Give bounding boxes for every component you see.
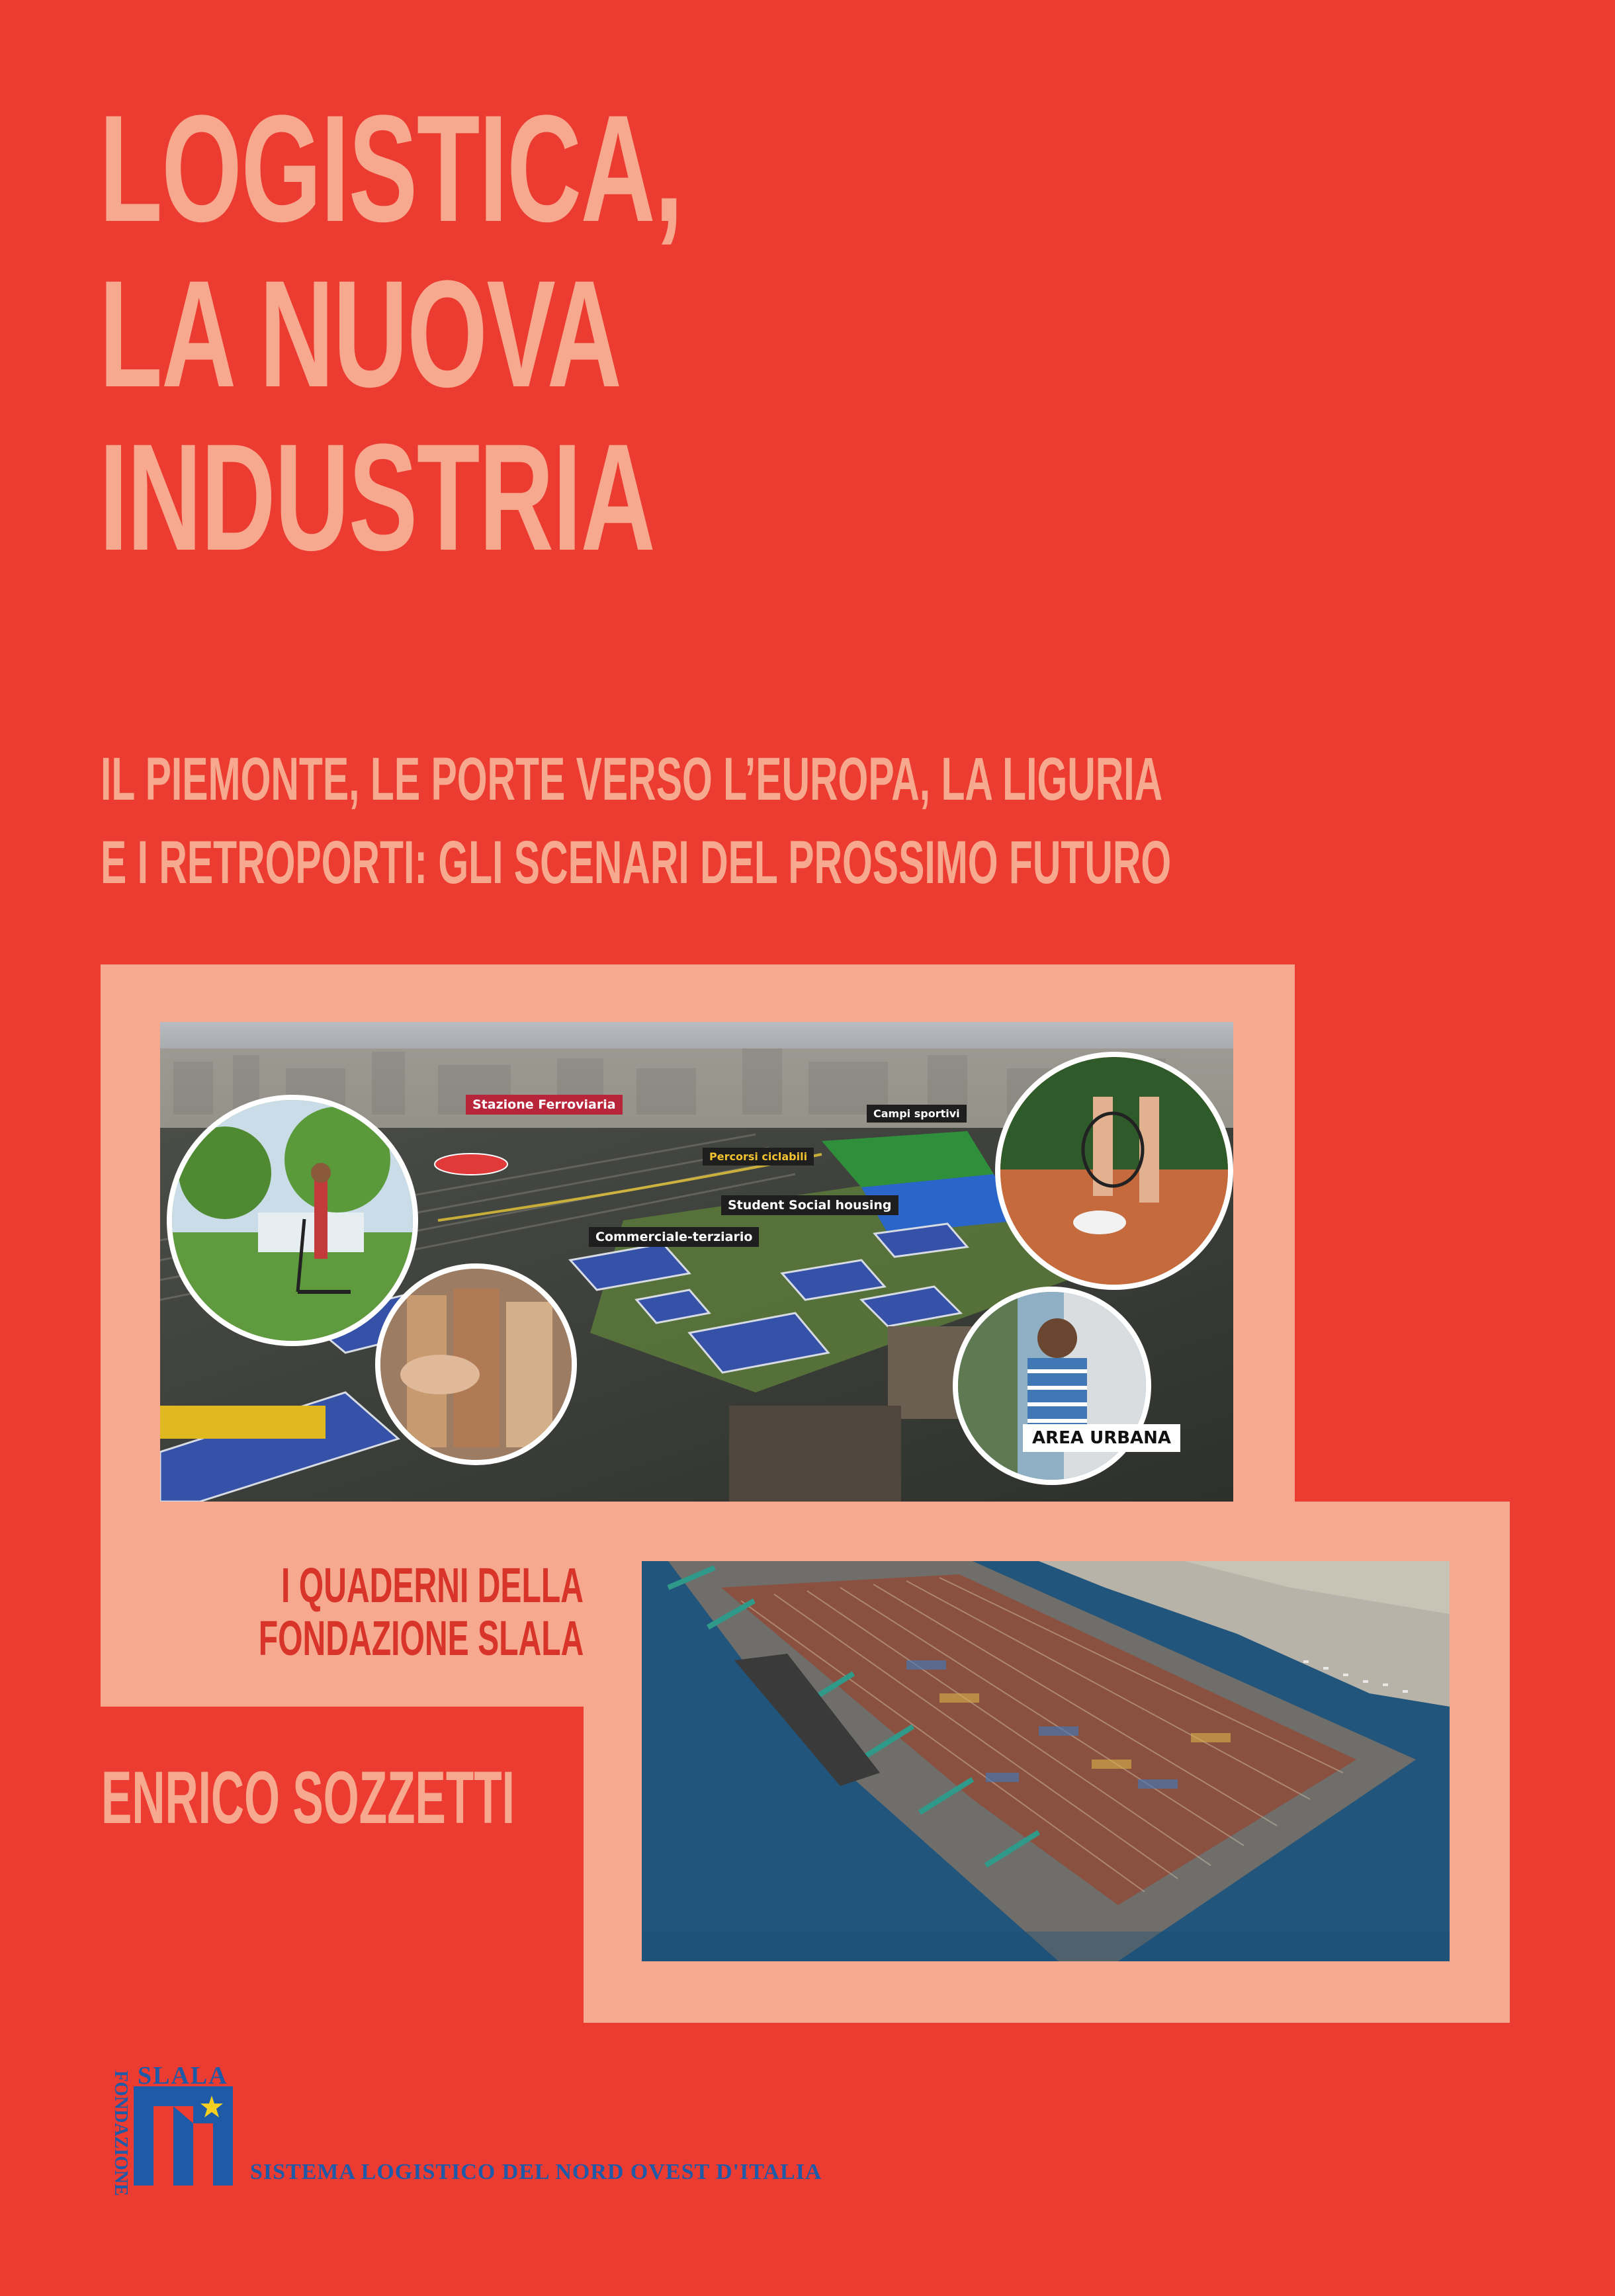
- urban-aerial-photo: [160, 1022, 1233, 1502]
- subtitle-line-2: E I RETROPORTI: GLI SCENARI DEL PROSSIMO FUTURO: [101, 829, 1172, 896]
- label-area-urbana: AREA URBANA: [1023, 1424, 1180, 1452]
- slala-logo: [106, 2062, 238, 2196]
- logo-vertical-text: FONDAZIONE: [110, 2070, 131, 2196]
- scooter-photo-circle: [167, 1095, 418, 1346]
- logo-tagline: SISTEMA LOGISTICO DEL NORD OVEST D'ITALIA: [250, 2160, 822, 2184]
- port-aerial-photo: [642, 1561, 1450, 1961]
- series-line-1: I QUADERNI DELLA: [281, 1558, 584, 1613]
- subtitle-line-1: IL PIEMONTE, LE PORTE VERSO L’EUROPA, LA LIGURIA: [101, 745, 1163, 813]
- person-photo-circle: [953, 1287, 1151, 1485]
- label-campi-sportivi: Campi sportivi: [867, 1105, 967, 1123]
- series-line-2: FONDAZIONE SLALA: [258, 1611, 584, 1666]
- label-commerciale-terziario: Commerciale-terziario: [589, 1227, 759, 1247]
- label-percorsi-ciclabili: Percorsi ciclabili: [703, 1148, 814, 1166]
- label-stazione-ferroviaria: Stazione Ferroviaria: [466, 1095, 623, 1115]
- label-student-housing: Student Social housing: [721, 1195, 898, 1215]
- title-line-1: LOGISTICA,: [99, 83, 683, 253]
- port-illustration: [642, 1561, 1450, 1961]
- author-name: ENRICO SOZZETTI: [101, 1756, 515, 1839]
- title-line-2: LA NUOVA: [99, 249, 621, 419]
- logo-name: SLALA: [138, 2062, 228, 2090]
- series-title: [198, 1558, 584, 1667]
- tennis-photo-circle: [995, 1052, 1233, 1290]
- clothes-photo-circle: [375, 1263, 577, 1465]
- title-line-3: INDUSTRIA: [99, 412, 655, 582]
